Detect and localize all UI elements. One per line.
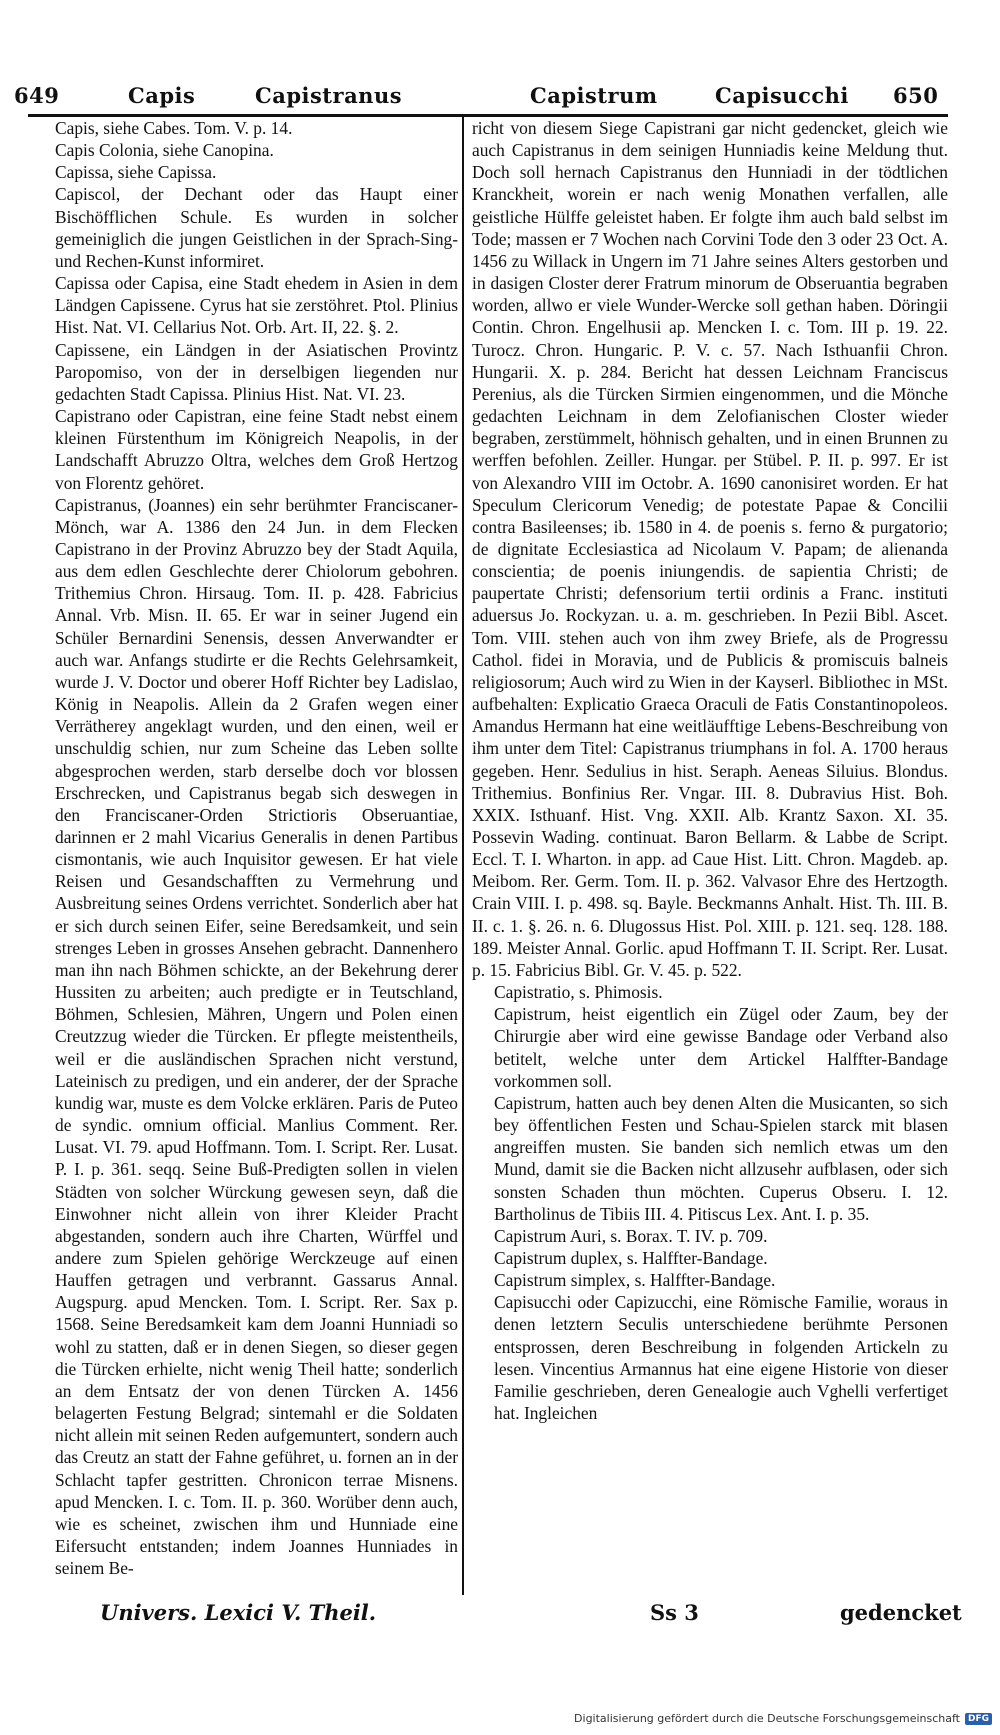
footer-catchword: gedencket: [840, 1600, 962, 1625]
header-word-3: Capistrum: [530, 83, 658, 108]
entry-paragraph: Capistrano oder Capistran, eine feine Stadt nebst einem kleinen Fürstenthum im Königreich Neapolis, in der Landschafft Abruzzo Oltra, welches dem Groß Hertzog von Florentz gehöret.: [55, 406, 458, 493]
entry-paragraph: Capis Colonia, siehe Canopina.: [55, 140, 274, 161]
header-word-2: Capistranus: [255, 83, 403, 108]
column-divider: [462, 117, 464, 1595]
entry-paragraph: Capissa oder Capisa, eine Stadt ehedem in Asien in dem Ländgen Capissene. Cyrus hat sie zerstöhret. Ptol. Plinius Hist. Nat. VI. Cellarius Not. Orb. Art. II, 22. §. 2.: [55, 273, 458, 338]
entry-paragraph: Capisucchi oder Capizucchi, eine Römische Familie, woraus in denen letztern Seculis unterschiedene berühmte Personen entsprossen, deren Beschreibung in folgenden Artickeln zu lesen. Vincentius Armannus hat eine eigene Historie von dieser Familie geschrieben, deren Genealogie auch Vghelli verfertiget hat. Ingleichen: [494, 1292, 948, 1424]
entry-continuation: richt von diesem Siege Capistrani gar nicht gedencket, gleich wie auch Capistranus in dem seinigen Hunniadis keine Meldung thut. Doch soll hernach Capistranus den Hunniadi in der tödtlichen Kranckheit, worein er nach wenig Monathen verfallen, alle geistliche Hülffe geleistet haben. Er folgte ihm auch bald selbst im Tode; massen er 7 Wochen nach Corvini Tode den 3 oder 23 Oct. A. 1456 zu Willack in Ungern im 71 Jahre seines Alters gestorben und in dasigen Closter derer Fratrum minorum de Obseruantia begraben worden, allwo er viele Wunder-Wercke soll gethan haben. Döringii Contin. Chron. Engelhusii ap. Mencken I. c. Tom. III p. 19. 22. Turocz. Chron. Hungaric. P. V. c. 57. Nach Isthuanfii Chron. Hungarii. X. p. 284. Bericht hat dessen Leichnam Franciscus Perenius, als die Türcken Sirmien eingenommen, und die Mönche gedachten Leichnam in dem Zelofianischen Closter wieder begraben, zerstümmelt, höhnisch gehalten, und in einen Brunnen zu werffen befohlen. Zeiller. Hungar. per Stübel. P. II. p. 997. Er ist von Alexandro VIII im Octobr. A. 1690 canonisiret worden. Er hat Speculum Clericorum Venedig; de potestate Papae & Concilii contra Basileenses; ib. 1580 in 4. de poenis s. ferno & purgatorio; de dignitate Ecclesiastica ad Nicolaum V. Papam; de alienanda conscientia; de poenis iniungendis. de sapientia Christi; de paupertate Christi; defensorium tertii ordinis a Franc. instituti aduersus Jo. Rockyzan. u. a. m. geschrieben. In Pezii Bibl. Ascet. Tom. VIII. stehen auch von ihm zwey Briefe, als de Progressu Cathol. fidei in Moravia, und de Publicis & promiscuis balneis religiosorum; Auch wird zu Wien in der Kayserl. Bibliothec in MSt. aufbehalten: Explicatio Graeca Oraculi de Fatis Constantinopoleos. Amandus Hermann hat eine weitläufftige Lebens-Beschreibung von ihm unter dem Titel: Capistranus triumphans in fol. A. 1700 heraus gegeben. Henr. Sedulius in hist. Seraph. Aeneas Siluius. Blondus. Trithemius. Bonfinius Rer. Vngar. III. 8. Dubravius Hist. Boh. XXIX. Isthuanf. Hist. Vng. XXII. Alb. Krantz Saxon. XI. 35. Possevin Wading. continuat. Baron Bellarm. & Labbe de Script. Eccl. T. I. Wharton. in app. ad Caue Hist. Litt. Chron. Magdeb. ap. Meibom. Rer. Germ. Tom. II. p. 362. Valvasor Ehre des Hertzogth. Crain VIII. I. p. 498. sq. Bayle. Beckmanns Anhalt. Hist. Th. III. B. II. c. 1. §. 26. n. 6. Dlugossus Hist. Pol. XIII. p. 121. seq. 128. 188. 189. Meister Annal. Gorlic. apud Hoffmann T. II. Script. Rer. Lusat. p. 15. Fabricius Bibl. Gr. V. 45. p. 522.: [472, 118, 948, 980]
page-number-left: 649: [14, 83, 60, 108]
entry-paragraph: Capistrum, hatten auch bey denen Alten die Musicanten, so sich bey öffentlichen Festen und Schau-Spielen starck mit blasen angreiffen musten. Sie banden sich nemlich etwas um den Mund, damit sie die Backen nicht allzusehr aufblasen, oder sich sonsten Schaden thun möchten. Cuperus Obseru. I. 12. Bartholinus de Tibiis III. 4. Pitiscus Lex. Ant. I. p. 35.: [494, 1092, 948, 1224]
entry-paragraph: Capissa, siehe Capissa.: [55, 162, 217, 183]
page-footer: [0, 1600, 1000, 1634]
left-column: [33, 117, 458, 1595]
entry-paragraph: Capistrum Auri, s. Borax. T. IV. p. 709.: [494, 1225, 768, 1246]
running-header: [0, 83, 1000, 117]
digitization-credit: [574, 1712, 992, 1725]
footer-signature: Ss 3: [650, 1600, 699, 1625]
entry-paragraph: Capistrum, heist eigentlich ein Zügel oder Zaum, bey der Chirurgie aber wird eine gewisse Bandage oder Verband also betitelt, welche unter dem Artickel Halffter-Bandage vorkommen soll.: [494, 1004, 948, 1091]
entry-paragraph: Capistrum duplex, s. Halffter-Bandage.: [494, 1247, 768, 1268]
credit-text: Digitalisierung gefördert durch die Deutsche Forschungsgemeinschaft: [574, 1712, 960, 1725]
header-word-1: Capis: [128, 83, 196, 108]
footer-volume: Univers. Lexici V. Theil.: [100, 1600, 377, 1625]
right-column: [472, 117, 948, 1595]
entry-paragraph: Capis, siehe Cabes. Tom. V. p. 14.: [55, 118, 293, 138]
page-number-right: 650: [893, 83, 939, 108]
dfg-logo-icon: DFG: [965, 1713, 992, 1725]
entry-paragraph: Capissene, ein Ländgen in der Asiatischen Provintz Paropomiso, von der in derselbigen liegenden nur gedachten Stadt Capissa. Plinius Hist. Nat. VI. 23.: [55, 339, 458, 404]
entry-paragraph: Capiscol, der Dechant oder das Haupt einer Bischöfflichen Schule. Es wurden in solcher gemeiniglich die jungen Geistlichen in der Sprach-Sing- und Rechen-Kunst informiret.: [55, 184, 458, 271]
entry-paragraph: Capistrum simplex, s. Halffter-Bandage.: [494, 1270, 776, 1291]
entry-paragraph: Capistratio, s. Phimosis.: [494, 982, 663, 1003]
entry-paragraph: Capistranus, (Joannes) ein sehr berühmter Franciscaner-Mönch, war A. 1386 den 24 Jun. in dem Flecken Capistrano in der Provinz Abruzzo bey der Stadt Aquila, aus dem edlen Geschlechte derer Chiolorum gebohren. Trithemius Chron. Hirsaug. Tom. II. p. 428. Fabricius Annal. Vrb. Misn. II. 65. Er war in seiner Jugend ein Schüler Bernardini Senensis, dessen Anverwandter er auch war. Anfangs studirte er die Rechts Gelehrsamkeit, wurde J. V. Doctor und oberer Hoff Richter bey Ladislao, König in Neapolis. Allein da 2 Grafen wegen einer Verrätherey angeklagt wurden, und den einen, weil er unschuldig schien, nur zum Scheine das Leben sollte abgesprochen werden, starb derselbe doch vor blossen Erschrecken, und Capistranus begab sich deswegen in den Franciscaner-Orden Strictioris Obseruantiae, darinnen er 2 mahl Vicarius Generalis in denen Partibus cismontanis, wie auch Inquisitor gewesen. Er hat viele Reisen und Gesandschafften zu Vermehrung und Ausbreitung seines Ordens verrichtet. Sonderlich aber hat er sich durch seinen Eifer, seine Beredsamkeit, und sein strenges Leben in grosses Ansehen gebracht. Dannenhero man ihn nach Böhmen schickte, an der Bekehrung derer Hussiten zu arbeiten; auch predigte er in Teutschland, Böhmen, Schlesien, Mähren, Ungern und Polen einen Creutzzug wieder die Türcken. Er pflegte meistentheils, weil er die ausländischen Sprachen nicht verstund, Lateinisch zu predigen, und ein anderer, der der Sprache kundig war, muste es dem Volcke erklären. Paris de Puteo de syndic. omnium official. Manlius Comment. Rer. Lusat. VI. 79. apud Hoffmann. Tom. I. Script. Rer. Lusat. P. I. p. 361. seqq. Seine Buß-Predigten sollen in vielen Städten von solcher Würckung gewesen seyn, daß die Einwohner nicht allein von ihrer Kleider Pracht abgestanden, sondern auch ihre Charten, Würffel und andere zum Spielen gehörige Werckzeuge auf einen Hauffen getragen und verbrannt. Gassarus Annal. Augspurg. apud Mencken. Tom. I. Script. Rer. Sax p. 1568. Seine Beredsamkeit kam dem Joanni Hunniadi so wohl zu statten, daß er in denen Siegen, so dieser gegen die Türcken erhielte, nicht wenig Theil hatte; sonderlich an dem Entsatz der von denen Türcken A. 1456 belagerten Festung Belgrad; sintemahl er die Soldaten nicht allein mit seinen Reden aufgemuntert, sondern auch das Creutz an statt der Fahne geführet, u. fornen an in der Schlacht tapfer gestritten. Chronicon terrae Misnens. apud Mencken. I. c. Tom. II. p. 360. Worüber denn auch, wie es scheinet, zwischen ihm und Hunniade eine Eifersucht entstanden; indem Joannes Hunniades in seinem Be-: [55, 494, 458, 1579]
header-word-4: Capisucchi: [715, 83, 849, 108]
